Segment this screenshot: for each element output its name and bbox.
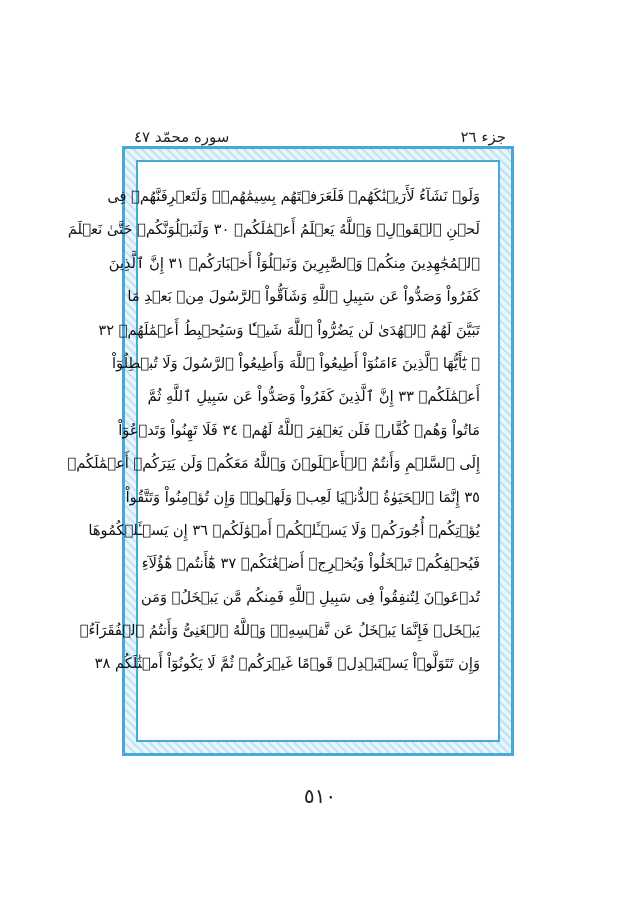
verse-line: إِلَى ٱلسَّلۡمِ وَأَنتُمُ ٱلۡأَعۡلَوۡنَ وَٱللَّهُ مَعَكُمۡ وَلَن يَتِرَكُمۡ أَعۡمَٰلَكُمۡ (67, 455, 480, 473)
verse-line: تُدۡعَوۡنَ لِتُنفِقُواْ فِى سَبِيلِ ٱللَّهِ فَمِنكُم مَّن يَبۡخَلُۖ وَمَن (141, 588, 480, 606)
verse-line: مَاتُواْ وَهُمۡ كُفَّارٞ فَلَن يَغۡفِرَ ٱللَّهُ لَهُمۡ ٣٤ فَلَا تَهِنُواْ وَتَدۡعُوٓاْ (118, 421, 480, 439)
verse-line: وَلَوۡ نَشَآءُ لَأَرَيۡنَٰكَهُمۡ فَلَعَرَفۡتَهُم بِسِيمَٰهُمۡۚ وَلَتَعۡرِفَنَّهُمۡ فِى (107, 188, 480, 205)
verse-line: تَبَيَّنَ لَهُمُ ٱلۡهُدَىٰ لَن يَضُرُّواْ ٱللَّهَ شَيۡـٔٗا وَسَيُحۡبِطُ أَعۡمَٰلَهُمۡ ٣٢ (98, 321, 480, 339)
verse-line: وَإِن تَتَوَلَّوۡاْ يَسۡتَبۡدِلۡ قَوۡمًا غَيۡرَكُمۡ ثُمَّ لَا يَكُونُوٓاْ أَمۡثَٰلَكُم ٣٨ (94, 655, 480, 673)
verse-line: لَحۡنِ ٱلۡقَوۡلِۚ وَٱللَّهُ يَعۡلَمُ أَعۡمَٰلَكُمۡ ٣٠ وَلَنَبۡلُوَنَّكُمۡ حَتَّىٰ نَعۡلَمَ (67, 221, 480, 239)
verse-line: أَعۡمَٰلَكُمۡ ٣٣ إِنَّ ٱلَّذِينَ كَفَرُواْ وَصَدُّواْ عَن سَبِيلِ ٱللَّهِ ثُمَّ (147, 388, 480, 406)
surah-label: سوره محمّد ٤٧ (134, 128, 230, 146)
verse-line: كَفَرُواْ وَصَدُّواْ عَن سَبِيلِ ٱللَّهِ وَشَآقُّواْ ٱلرَّسُولَ مِنۢ بَعۡدِ مَا (127, 288, 480, 306)
verse-line: ٱلۡمُجَٰهِدِينَ مِنكُمۡ وَٱلصَّٰبِرِينَ وَنَبۡلُوَاْ أَخۡبَارَكُمۡ ٣١ إِنَّ ٱلَّذِينَ (108, 254, 480, 272)
text-panel (67, 160, 500, 742)
verse-line: يُؤۡتِكُمۡ أُجُورَكُمۡ وَلَا يَسۡـَٔلۡكُمۡ أَمۡوَٰلَكُمۡ ٣٦ إِن يَسۡـَٔلۡكُمُوهَا (88, 521, 480, 539)
verse-text-area (67, 180, 480, 722)
page-number: ٥١٠ (303, 784, 337, 808)
verse-line: فَيُحۡفِكُمۡ تَبۡخَلُواْ وَيُخۡرِجۡ أَضۡغَٰنَكُمۡ ٣٧ هَٰٓأَنتُمۡ هَٰٓؤُلَآءِ (141, 555, 480, 573)
juz-label: جزء ٢٦ (460, 128, 506, 146)
verse-line: يَبۡخَلۡ فَإِنَّمَا يَبۡخَلُ عَن نَّفۡسِهِۦۚ وَٱللَّهُ ٱلۡغَنِىُّ وَأَنتُمُ ٱلۡفُقَرَآءُۚ (79, 622, 480, 640)
page-header (134, 128, 506, 148)
verse-line: ۞ يَٰٓأَيُّهَا ٱلَّذِينَ ءَامَنُوٓاْ أَطِيعُواْ ٱللَّهَ وَأَطِيعُواْ ٱلرَّسُولَ وَلَا تُبۡطِلُوٓاْ (112, 354, 480, 372)
decorative-frame (67, 146, 514, 756)
verse-line: ٣٥ إِنَّمَا ٱلۡحَيَوٰةُ ٱلدُّنۡيَا لَعِبٞ وَلَهۡوٞۚ وَإِن تُؤۡمِنُواْ وَتَتَّقُواْ (125, 488, 480, 506)
